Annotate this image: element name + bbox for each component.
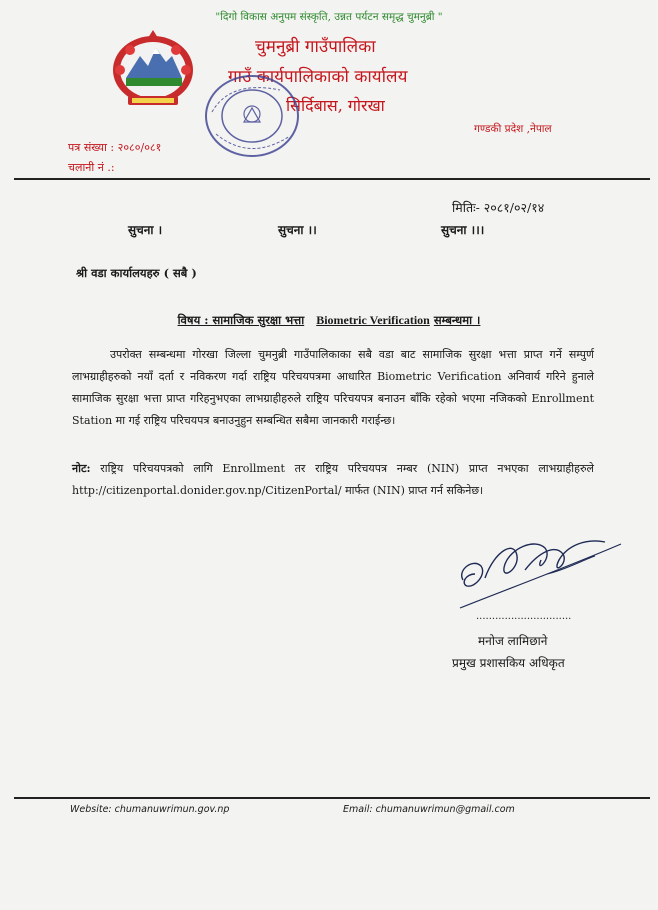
signature-line: .............................. [476,611,572,622]
subject-tail: सम्बन्धमा । [433,313,481,327]
note-text: राष्ट्रिय परिचयपत्रको लागि Enrollment तर राष्ट्रिय परिचयपत्र नम्बर (NIN) प्राप्त नभएका लाभग्राहीहरुले http://citizenportal.donider.gov.np/CitizenPortal/ मार्फत (NIN) प्राप्त गर्न सकिनेछ। [72,462,594,497]
letter-number: पत्र संख्या : २०८०/०८१ [68,141,162,154]
notice-heading-2: सुचना ।। [278,223,317,237]
municipality-name: चुमनुब्री गाउँपालिका [255,37,376,57]
footer-website: Website: chumanuwrimun.gov.np [70,804,230,815]
note-paragraph [72,458,594,502]
subject-label: विषय : सामाजिक सुरक्षा भत्ता [177,313,305,327]
handwritten-signature [455,530,625,620]
header-divider [14,178,650,180]
signatory-name: मनोज लामिछाने [478,634,548,648]
letter-date: मितिः- २०८१/०२/१४ [452,200,545,215]
notice-heading-1: सुचना । [128,223,163,237]
dispatch-number: चलानी नं .: [68,161,115,174]
addressee: श्री वडा कार्यालयहरु ( सबै ) [76,266,197,280]
province: गण्डकी प्रदेश ,नेपाल [474,123,552,135]
nepal-emblem-icon [106,26,200,110]
footer-email: Email: chumanuwrimun@gmail.com [343,804,515,815]
signatory-title: प्रमुख प्रशासकिय अधिकृत [452,656,565,670]
motto: "दिगो विकास अनुपम संस्कृति, उन्नत पर्यटन समृद्ध चुमनुब्री " [215,11,443,23]
subject-english: Biometric Verification [316,313,430,327]
official-stamp [190,72,310,164]
office-name: गाउँ कार्यपालिकाको कार्यालय [228,67,408,87]
note-label: नोट: [72,462,91,475]
office-location: सिर्दिबास, गोरखा [286,96,385,115]
footer-divider [14,797,650,799]
body-paragraph: उपरोक्त सम्बन्धमा गोरखा जिल्ला चुमनुब्री गाउँपालिकाका सबै वडा बाट सामाजिक सुरक्षा भत्ता प्राप्त गर्ने सम्पुर्ण लाभग्राहीहरुको नयाँ दर्ता र नविकरण गर्दा राष्ट्रिय परिचयपत्रमा आधारित Biometric Verification अनिवार्य गरिने हुनाले सामाजिक सुरक्षा भत्ता प्राप्त गरिहनुभएका लाभग्राहीहरुले राष्ट्रिय परिचयपत्र बनाउन बाँकि रहेको भएमा नजिकको Enrollment Station मा गई राष्ट्रिय परिचयपत्र बनाउनुहुन सम्बन्धित सबैमा जानकारी गराईन्छ। [72,348,594,427]
notice-heading-3: सुचना ।।। [441,223,485,237]
subject-line [0,313,658,328]
